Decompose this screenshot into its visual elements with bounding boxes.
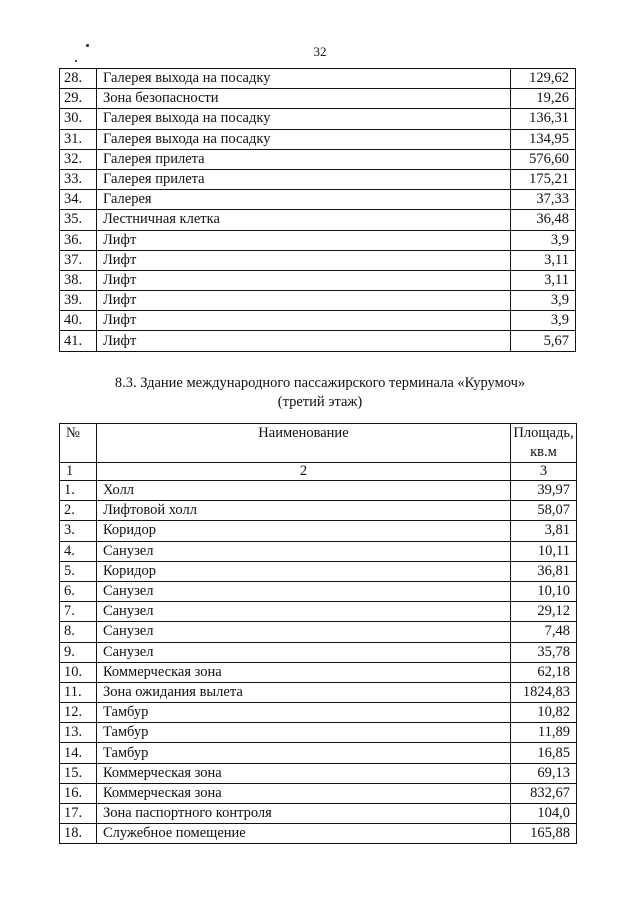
room-area: 36,81 — [510, 561, 576, 581]
room-name: Галерея прилета — [96, 149, 510, 169]
room-area: 29,12 — [510, 602, 576, 622]
room-area: 3,11 — [511, 250, 576, 270]
table-row — [60, 129, 576, 149]
column-number: 1 — [60, 463, 97, 481]
table-row — [60, 723, 577, 743]
row-number: 3. — [60, 521, 97, 541]
room-name: Лифт — [96, 250, 510, 270]
room-area: 10,11 — [510, 541, 576, 561]
room-name: Лестничная клетка — [96, 210, 510, 230]
row-number: 31. — [60, 129, 97, 149]
table-row — [60, 109, 576, 129]
room-name: Тамбур — [96, 723, 510, 743]
column-number: 2 — [96, 463, 510, 481]
room-area: 69,13 — [510, 763, 576, 783]
room-name: Зона паспортного контроля — [96, 804, 510, 824]
room-name: Зона ожидания вылета — [96, 682, 510, 702]
table-row — [60, 169, 576, 189]
room-area: 10,10 — [510, 581, 576, 601]
row-number: 2. — [60, 501, 97, 521]
section-subtitle: (третий этаж) — [277, 394, 363, 410]
room-name: Санузел — [96, 602, 510, 622]
table-row — [60, 642, 577, 662]
row-number: 33. — [60, 169, 97, 189]
row-number: 32. — [60, 149, 97, 169]
table-row — [60, 250, 576, 270]
room-name: Галерея выхода на посадку — [96, 69, 510, 89]
room-area: 129,62 — [511, 69, 576, 89]
room-area: 36,48 — [511, 210, 576, 230]
room-area: 175,21 — [511, 169, 576, 189]
row-number: 5. — [60, 561, 97, 581]
room-area: 3,81 — [510, 521, 576, 541]
room-area: 10,82 — [510, 703, 576, 723]
table-row — [60, 743, 577, 763]
row-number: 4. — [60, 541, 97, 561]
row-number: 10. — [60, 662, 97, 682]
row-number: 34. — [60, 190, 97, 210]
room-area: 11,89 — [510, 723, 576, 743]
table-row — [60, 89, 576, 109]
table-row — [60, 804, 577, 824]
table-row — [60, 481, 577, 501]
row-number: 16. — [60, 783, 97, 803]
room-name: Галерея выхода на посадку — [96, 129, 510, 149]
table-row — [60, 311, 576, 331]
room-name: Коммерческая зона — [96, 763, 510, 783]
table-row — [60, 149, 576, 169]
table-row — [60, 210, 576, 230]
row-number: 11. — [60, 682, 97, 702]
table-row — [60, 270, 576, 290]
table-row — [60, 824, 577, 844]
room-area: 37,33 — [511, 190, 576, 210]
header-area: Площадь, кв.м — [510, 424, 576, 463]
room-area: 3,9 — [511, 230, 576, 250]
table-row — [60, 783, 577, 803]
room-area: 3,11 — [511, 270, 576, 290]
section-title: 8.3. Здание международного пассажирского терминала «Курумоч» — [114, 375, 526, 391]
row-number: 30. — [60, 109, 97, 129]
room-area: 832,67 — [510, 783, 576, 803]
room-area: 3,9 — [511, 311, 576, 331]
header-name: Наименование — [96, 424, 510, 463]
scan-mark — [75, 60, 77, 62]
room-area: 136,31 — [511, 109, 576, 129]
room-name: Лифтовой холл — [96, 501, 510, 521]
column-numbers-row — [60, 463, 577, 481]
room-area: 35,78 — [510, 642, 576, 662]
room-name: Коридор — [96, 521, 510, 541]
table-row — [60, 230, 576, 250]
room-area: 1824,83 — [510, 682, 576, 702]
room-area: 3,9 — [511, 291, 576, 311]
room-name: Коммерческая зона — [96, 662, 510, 682]
row-number: 1. — [60, 481, 97, 501]
row-number: 8. — [60, 622, 97, 642]
column-number: 3 — [510, 463, 576, 481]
row-number: 12. — [60, 703, 97, 723]
room-name: Лифт — [96, 230, 510, 250]
header-num: № — [60, 424, 97, 463]
row-number: 17. — [60, 804, 97, 824]
table-row — [60, 521, 577, 541]
room-area: 165,88 — [510, 824, 576, 844]
room-name: Коммерческая зона — [96, 783, 510, 803]
room-area: 39,97 — [510, 481, 576, 501]
room-area: 576,60 — [511, 149, 576, 169]
room-name: Тамбур — [96, 743, 510, 763]
room-area: 5,67 — [511, 331, 576, 351]
row-number: 29. — [60, 89, 97, 109]
table-row — [60, 331, 576, 351]
row-number: 28. — [60, 69, 97, 89]
row-number: 38. — [60, 270, 97, 290]
row-number: 15. — [60, 763, 97, 783]
room-name: Тамбур — [96, 703, 510, 723]
row-number: 37. — [60, 250, 97, 270]
table-row — [60, 662, 577, 682]
room-name: Холл — [96, 481, 510, 501]
room-name: Лифт — [96, 311, 510, 331]
room-name: Галерея выхода на посадку — [96, 109, 510, 129]
row-number: 18. — [60, 824, 97, 844]
row-number: 40. — [60, 311, 97, 331]
row-number: 35. — [60, 210, 97, 230]
row-number: 9. — [60, 642, 97, 662]
row-number: 7. — [60, 602, 97, 622]
table-header-row — [60, 424, 577, 463]
table-row — [60, 561, 577, 581]
table-row — [60, 602, 577, 622]
room-name: Лифт — [96, 270, 510, 290]
page-number: 32 — [313, 44, 327, 59]
room-name: Галерея прилета — [96, 169, 510, 189]
room-area: 7,48 — [510, 622, 576, 642]
room-area: 16,85 — [510, 743, 576, 763]
room-area: 19,26 — [511, 89, 576, 109]
row-number: 6. — [60, 581, 97, 601]
rooms-table-third-floor — [59, 423, 577, 844]
room-name: Санузел — [96, 642, 510, 662]
room-name: Галерея — [96, 190, 510, 210]
table-row — [60, 622, 577, 642]
table-row — [60, 69, 576, 89]
room-area: 58,07 — [510, 501, 576, 521]
row-number: 13. — [60, 723, 97, 743]
row-number: 39. — [60, 291, 97, 311]
room-name: Служебное помещение — [96, 824, 510, 844]
row-number: 36. — [60, 230, 97, 250]
table-row — [60, 291, 576, 311]
room-area: 104,0 — [510, 804, 576, 824]
table-row — [60, 190, 576, 210]
table-row — [60, 541, 577, 561]
room-name: Санузел — [96, 581, 510, 601]
row-number: 41. — [60, 331, 97, 351]
row-number: 14. — [60, 743, 97, 763]
table-row — [60, 703, 577, 723]
table-row — [60, 501, 577, 521]
table-row — [60, 682, 577, 702]
table-row — [60, 763, 577, 783]
table-row — [60, 581, 577, 601]
room-name: Лифт — [96, 291, 510, 311]
room-name: Санузел — [96, 622, 510, 642]
room-name: Зона безопасности — [96, 89, 510, 109]
room-name: Лифт — [96, 331, 510, 351]
room-area: 62,18 — [510, 662, 576, 682]
rooms-table-continued — [59, 68, 576, 352]
room-name: Коридор — [96, 561, 510, 581]
room-area: 134,95 — [511, 129, 576, 149]
room-name: Санузел — [96, 541, 510, 561]
